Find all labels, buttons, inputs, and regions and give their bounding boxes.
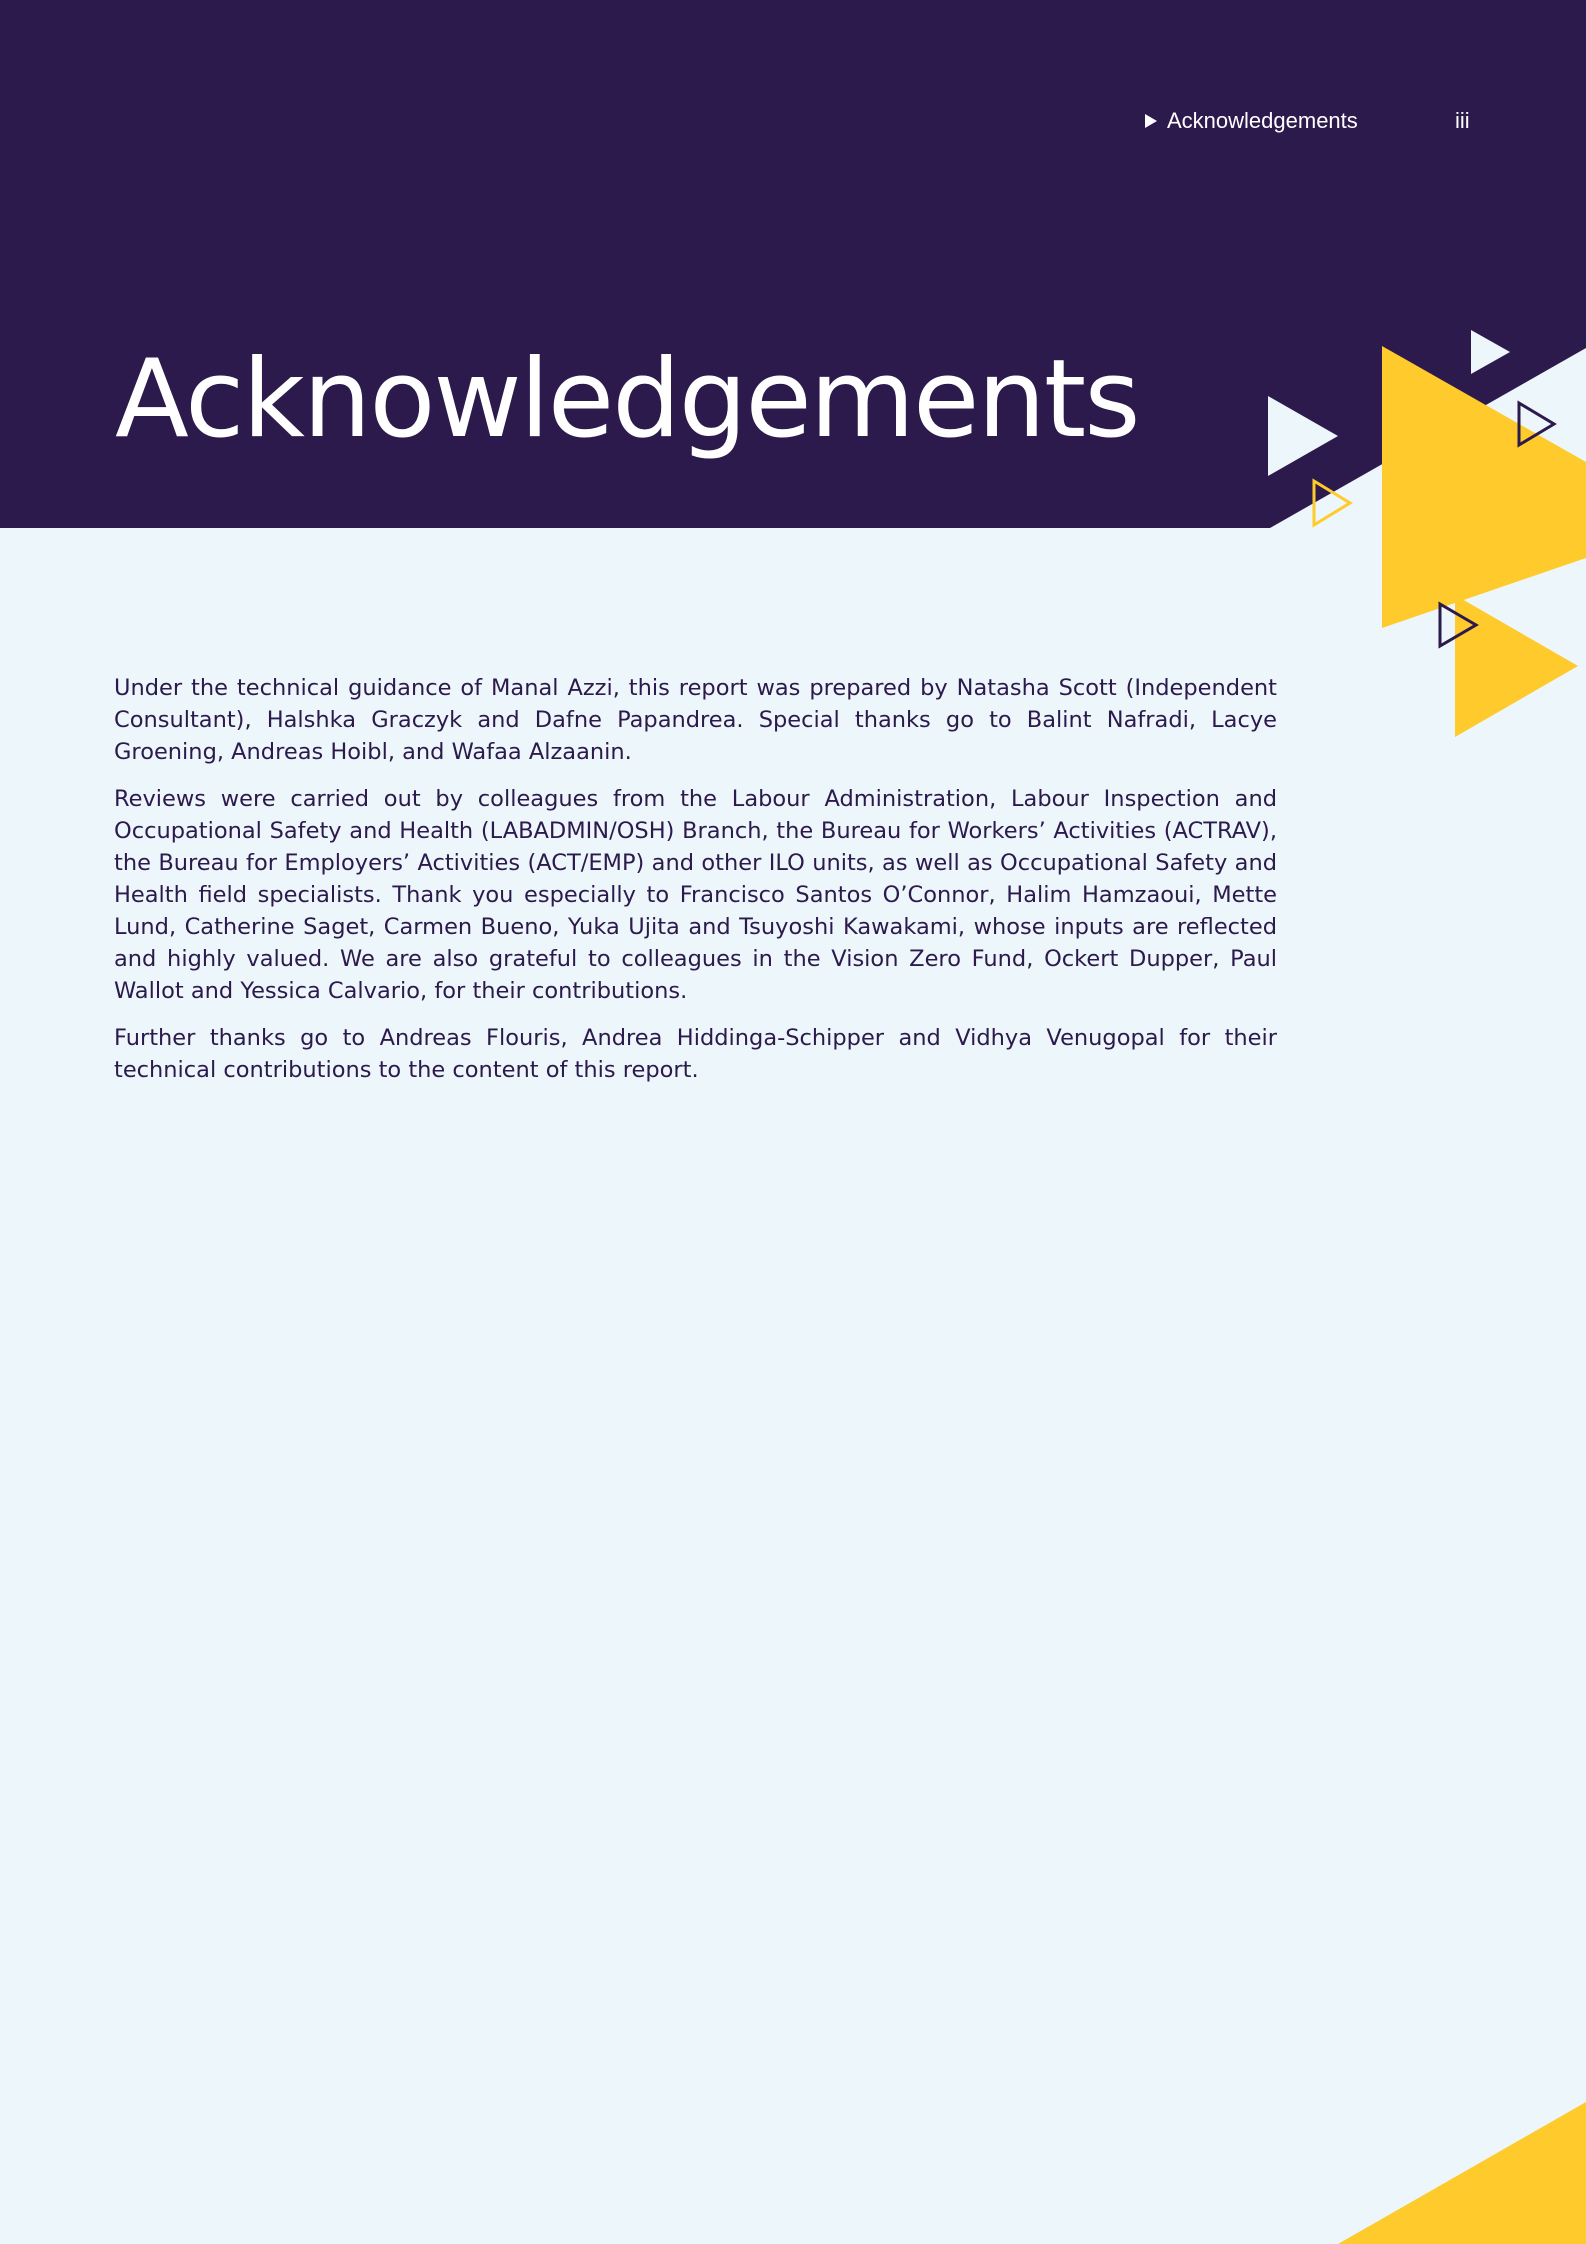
page-number: iii (1455, 108, 1470, 133)
navy-outline-triangle-lower (1440, 604, 1476, 646)
lower-yellow-triangle (1455, 595, 1578, 737)
acknowledgements-body (114, 672, 1277, 1101)
running-head (1145, 106, 1475, 136)
bottom-yellow-corner (1338, 2102, 1586, 2244)
paragraph: Reviews were carried out by colleagues from the Labour Administration, Labour Inspection and Occupational Safety and Health (LABADMIN/OSH) Branch, the Bureau for Workers’ Activities (ACTRAV), the Bureau for Employers’ Activities (ACT/EMP) and other ILO units, as well as Occupational Safety and Health field specialists. Thank you especially to Francisco Santos O’Connor, Halim Hamzaoui, Mette Lund, Catherine Saget, Carmen Bueno, Yuka Ujita and Tsuyoshi Kawakami, whose inputs are reflected and highly valued. We are also grateful to colleagues in the Vision Zero Fund, Ockert Dupper, Paul Wallot and Yessica Calvario, for their contributions. (114, 786, 1277, 1004)
paragraph: Further thanks go to Andreas Flouris, Andrea Hiddinga-Schipper and Vidhya Venugopal for their technical contributions to the content of this report. (114, 1025, 1277, 1083)
page-title: Acknowledgements (115, 337, 1139, 462)
play-triangle-icon (1145, 114, 1157, 128)
running-head-section: Acknowledgements (1167, 108, 1358, 133)
paragraph: Under the technical guidance of Manal Azzi, this report was prepared by Natasha Scott (Independent Consultant), Halshka Graczyk and Dafne Papandrea. Special thanks go to Balint Nafradi, Lacye Groening, Andreas Hoibl, and Wafaa Alzaanin. (114, 675, 1277, 765)
